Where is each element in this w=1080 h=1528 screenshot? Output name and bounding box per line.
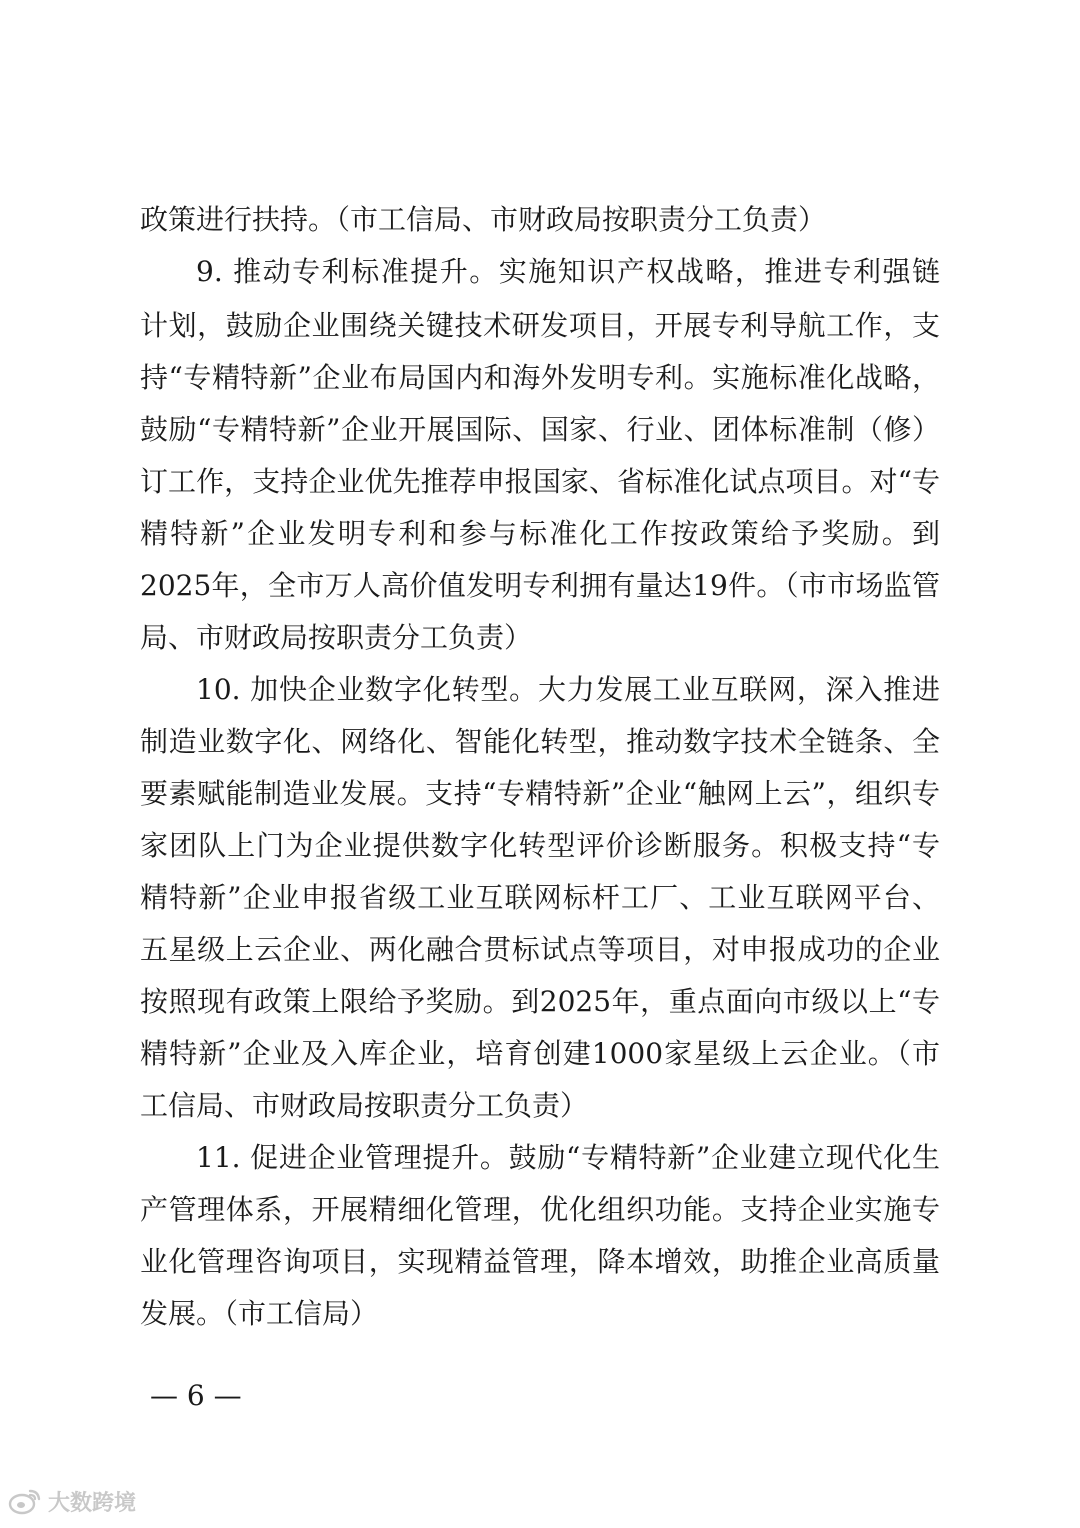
text-line: 精特新”企业申报省级工业互联网标杆工厂、工业互联网平台、 [140, 881, 940, 914]
text-line: 制造业数字化、网络化、智能化转型，推动数字技术全链条、全 [140, 725, 940, 758]
text-line: 9. 推动专利标准提升。实施知识产权战略，推进专利强链 [196, 255, 940, 288]
watermark-text: 大数跨境 [48, 1490, 137, 1516]
text-line: 精特新”企业及入库企业，培育创建1000家星级上云企业。（市 [140, 1037, 940, 1070]
text-line: 政策进行扶持。（市工信局、市财政局按职责分工负责） [140, 203, 827, 236]
page-number: — 6 — [150, 1379, 242, 1412]
text-line: 11. 促进企业管理提升。鼓励“专精特新”企业建立现代化生 [196, 1141, 940, 1174]
text-line: 五星级上云企业、两化融合贯标试点等项目，对申报成功的企业 [140, 933, 940, 966]
text-line: 要素赋能制造业发展。支持“专精特新”企业“触网上云”，组织专 [140, 777, 940, 810]
text-line: 鼓励“专精特新”企业开展国际、国家、行业、团体标准制（修） [140, 413, 940, 446]
text-line: 按照现有政策上限给予奖励。到2025年，重点面向市级以上“专 [140, 985, 940, 1018]
weibo-icon [8, 1487, 42, 1515]
text-line: 计划，鼓励企业围绕关键技术研发项目，开展专利导航工作，支 [140, 309, 940, 342]
text-line: 精特新”企业发明专利和参与标准化工作按政策给予奖励。到 [140, 517, 940, 550]
text-line: 局、市财政局按职责分工负责） [140, 621, 533, 654]
text-line: 业化管理咨询项目，实现精益管理，降本增效，助推企业高质量 [140, 1245, 940, 1278]
text-line: 发展。（市工信局） [140, 1297, 379, 1330]
text-line: 家团队上门为企业提供数字化转型评价诊断服务。积极支持“专 [140, 829, 940, 862]
text-line: 产管理体系，开展精细化管理，优化组织功能。支持企业实施专 [140, 1193, 940, 1226]
text-line: 订工作，支持企业优先推荐申报国家、省标准化试点项目。对“专 [140, 465, 940, 498]
text-line: 持“专精特新”企业布局国内和海外发明专利。实施标准化战略， [140, 361, 940, 394]
text-line: 10. 加快企业数字化转型。大力发展工业互联网，深入推进 [196, 673, 940, 706]
text-line: 2025年，全市万人高价值发明专利拥有量达19件。（市市场监管 [140, 569, 940, 602]
text-line: 工信局、市财政局按职责分工负责） [140, 1089, 589, 1122]
watermark [8, 1484, 136, 1518]
